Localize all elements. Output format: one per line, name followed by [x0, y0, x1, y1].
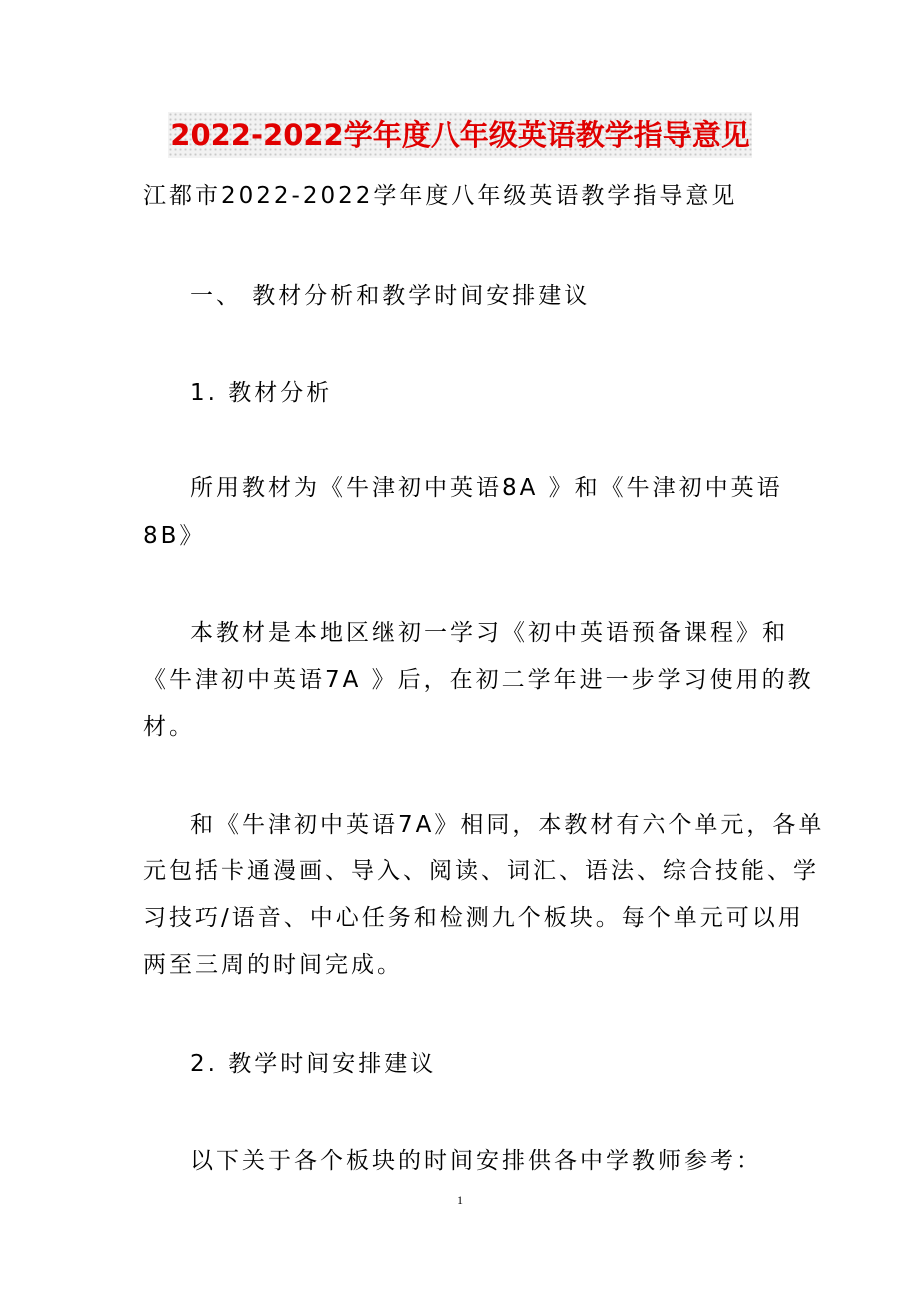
paragraph-line: 两至三周的时间完成。 — [143, 952, 403, 978]
paragraph-line: 本教材是本地区继初一学习《初中英语预备课程》和 — [190, 620, 788, 646]
section-heading: 一、 教材分析和教学时间安排建议 — [190, 283, 591, 309]
document-subtitle: 江都市2022-2022学年度八年级英语教学指导意见 — [143, 183, 738, 209]
subsection-heading-materials: 1. 教材分析 — [190, 380, 333, 406]
subsection-heading-schedule: 2. 教学时间安排建议 — [190, 1051, 437, 1077]
paragraph-line: 习技巧/语音、中心任务和检测九个板块。每个单元可以用 — [143, 905, 804, 931]
paragraph-line: 材。 — [143, 714, 195, 740]
paragraph-line: 《牛津初中英语7A 》后，在初二学年进一步学习使用的教 — [143, 667, 814, 693]
paragraph-line: 元包括卡通漫画、导入、阅读、词汇、语法、综合技能、学 — [143, 858, 819, 884]
paragraph-line: 所用教材为《牛津初中英语8A 》和《牛津初中英语 — [190, 475, 783, 501]
title-container — [0, 112, 920, 158]
page-number: 1 — [457, 1193, 463, 1207]
document-title: 2022-2022学年度八年级英语教学指导意见 — [168, 112, 751, 158]
paragraph-line: 以下关于各个板块的时间安排供各中学教师参考： — [190, 1148, 762, 1174]
paragraph-line: 8B》 — [143, 523, 206, 549]
paragraph-line: 和《牛津初中英语7A》相同，本教材有六个单元，各单 — [190, 812, 825, 838]
